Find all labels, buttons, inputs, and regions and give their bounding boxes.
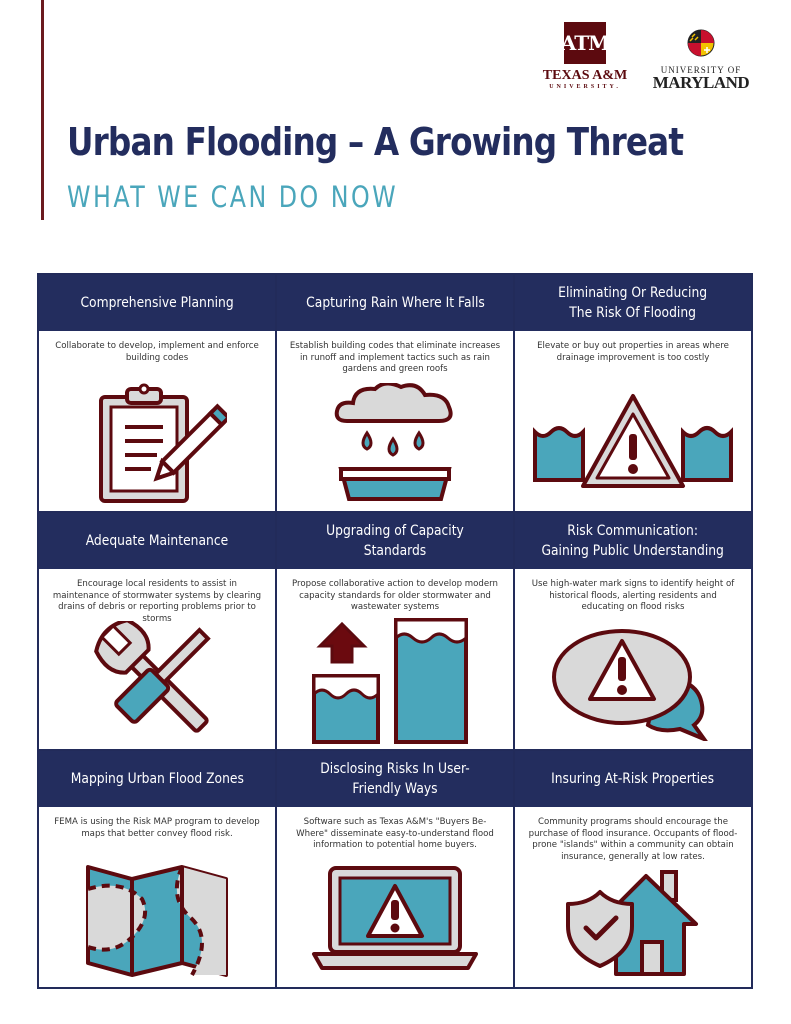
maryland-name: MARYLAND	[652, 73, 750, 92]
card-text: Software such as Texas A&M's "Buyers Be-Where" disseminate easy-to-understand flood information to potential home buyers.	[296, 817, 494, 850]
house-shield-icon	[558, 862, 708, 977]
card-text: Collaborate to develop, implement and enforce building codes	[55, 341, 259, 363]
card-adequate-maintenance	[39, 513, 275, 749]
card-title: Comprehensive Planning	[39, 275, 275, 331]
maryland-sub: UNIVERSITY OF	[660, 65, 742, 75]
card-title: Eliminating Or Reducing The Risk Of Flooding	[515, 275, 751, 331]
card-text: FEMA is using the Risk MAP program to develop maps that better convey flood risk.	[54, 817, 260, 839]
folded-map-icon	[82, 859, 232, 979]
card-title: Risk Communication: Gaining Public Understanding	[515, 513, 751, 569]
maryland-shield-icon	[686, 28, 716, 58]
card-text: Propose collaborative action to develop modern capacity standards for older stormwater and wastewater systems	[292, 579, 498, 612]
card-title: Upgrading of Capacity Standards	[277, 513, 513, 569]
card-title: Insuring At-Risk Properties	[515, 751, 751, 807]
laptop-warning-icon	[310, 864, 480, 974]
card-comprehensive-planning	[39, 275, 275, 511]
texas-am-name: TEXAS A&M	[542, 68, 628, 83]
card-text: Community programs should encourage the purchase of flood insurance. Occupants of flood-prone "islands" within a community can obtain insurance, generally at low rates.	[528, 817, 738, 862]
card-title: Disclosing Risks In User-Friendly Ways	[277, 751, 513, 807]
maryland-logo	[642, 28, 760, 91]
card-mapping-zones	[39, 751, 275, 987]
wrench-screwdriver-icon	[87, 621, 227, 741]
card-disclosing-risks	[277, 751, 513, 987]
card-insuring-properties	[515, 751, 751, 987]
texas-am-mark: ATM	[564, 22, 606, 64]
card-capturing-rain	[277, 275, 513, 511]
flood-warning-icon	[533, 388, 733, 498]
card-title: Mapping Urban Flood Zones	[39, 751, 275, 807]
page-title: Urban Flooding – A Growing Threat	[67, 120, 684, 164]
page-subtitle: WHAT WE CAN DO NOW	[67, 180, 399, 214]
texas-am-logo	[535, 22, 635, 90]
card-text: Encourage local residents to assist in maintenance of stormwater systems by clearing drains of debris or reporting problems prior to storms	[52, 579, 262, 624]
action-grid	[37, 273, 753, 989]
card-risk-communication	[515, 513, 751, 749]
card-text: Elevate or buy out properties in areas where drainage improvement is too costly	[537, 341, 729, 363]
texas-am-sub: UNIVERSITY.	[549, 84, 621, 90]
clipboard-pencil-icon	[87, 383, 227, 503]
warning-speech-bubble-icon	[548, 621, 718, 741]
card-title: Capturing Rain Where It Falls	[277, 275, 513, 331]
card-capacity-standards	[277, 513, 513, 749]
capacity-containers-icon	[310, 616, 480, 746]
rain-cloud-basin-icon	[325, 383, 465, 503]
left-accent-rule	[41, 0, 44, 220]
card-text: Establish building codes that eliminate increases in runoff and implement tactics such as rain gardens and green roofs	[289, 341, 501, 374]
card-text: Use high-water mark signs to identify height of historical floods, alerting residents and educating on flood risks	[531, 579, 735, 612]
card-reducing-risk	[515, 275, 751, 511]
card-title: Adequate Maintenance	[39, 513, 275, 569]
